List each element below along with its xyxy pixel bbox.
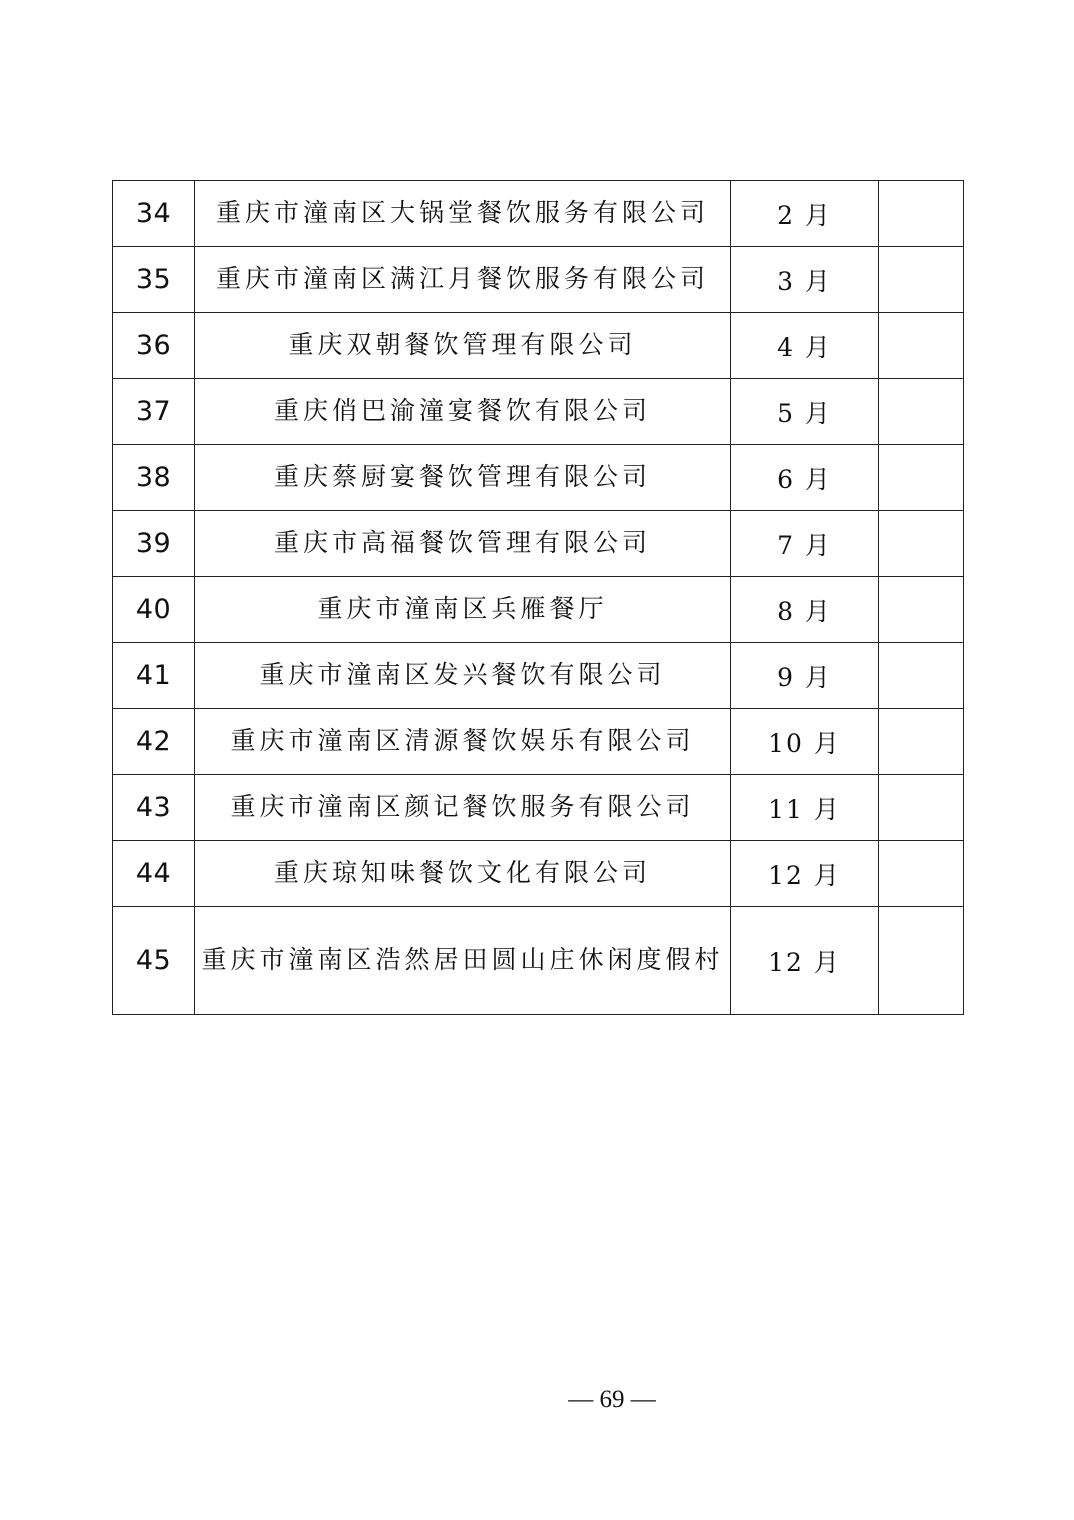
company-name: 重庆市潼南区满江月餐饮服务有限公司 — [195, 247, 731, 313]
month-cell: 5 月 — [731, 379, 879, 445]
month-cell: 2 月 — [731, 181, 879, 247]
company-name: 重庆市潼南区颜记餐饮服务有限公司 — [195, 775, 731, 841]
company-name: 重庆蔡厨宴餐饮管理有限公司 — [195, 445, 731, 511]
note-cell — [879, 841, 964, 907]
month-cell: 10 月 — [731, 709, 879, 775]
company-name: 重庆市潼南区浩然居田圆山庄休闲度假村 — [195, 907, 731, 1015]
row-number: 42 — [113, 709, 195, 775]
row-number: 40 — [113, 577, 195, 643]
month-cell: 7 月 — [731, 511, 879, 577]
note-cell — [879, 511, 964, 577]
table-row — [113, 511, 964, 577]
schedule-table — [112, 180, 964, 1015]
month-cell: 4 月 — [731, 313, 879, 379]
row-number: 34 — [113, 181, 195, 247]
note-cell — [879, 775, 964, 841]
table-row — [113, 445, 964, 511]
note-cell — [879, 907, 964, 1015]
row-number: 38 — [113, 445, 195, 511]
note-cell — [879, 247, 964, 313]
table-row — [113, 181, 964, 247]
month-cell: 12 月 — [731, 907, 879, 1015]
note-cell — [879, 445, 964, 511]
table-row — [113, 709, 964, 775]
month-cell: 11 月 — [731, 775, 879, 841]
row-number: 37 — [113, 379, 195, 445]
month-cell: 8 月 — [731, 577, 879, 643]
company-name: 重庆琼知味餐饮文化有限公司 — [195, 841, 731, 907]
company-name: 重庆市潼南区大锅堂餐饮服务有限公司 — [195, 181, 731, 247]
company-name: 重庆俏巴渝潼宴餐饮有限公司 — [195, 379, 731, 445]
row-number: 41 — [113, 643, 195, 709]
month-cell: 9 月 — [731, 643, 879, 709]
row-number: 44 — [113, 841, 195, 907]
note-cell — [879, 643, 964, 709]
table-row — [113, 247, 964, 313]
page-number: — 69 — — [568, 1386, 656, 1413]
note-cell — [879, 313, 964, 379]
company-name: 重庆市潼南区兵雁餐厅 — [195, 577, 731, 643]
note-cell — [879, 709, 964, 775]
table-row — [113, 841, 964, 907]
row-number: 43 — [113, 775, 195, 841]
note-cell — [879, 577, 964, 643]
row-number: 36 — [113, 313, 195, 379]
month-cell: 3 月 — [731, 247, 879, 313]
note-cell — [879, 379, 964, 445]
row-number: 35 — [113, 247, 195, 313]
month-cell: 6 月 — [731, 445, 879, 511]
table-row — [113, 379, 964, 445]
company-name: 重庆市高福餐饮管理有限公司 — [195, 511, 731, 577]
note-cell — [879, 181, 964, 247]
month-cell: 12 月 — [731, 841, 879, 907]
company-name: 重庆双朝餐饮管理有限公司 — [195, 313, 731, 379]
table-row — [113, 643, 964, 709]
table-row — [113, 577, 964, 643]
row-number: 39 — [113, 511, 195, 577]
table-row — [113, 907, 964, 1015]
company-name: 重庆市潼南区清源餐饮娱乐有限公司 — [195, 709, 731, 775]
table-row — [113, 775, 964, 841]
row-number: 45 — [113, 907, 195, 1015]
company-name: 重庆市潼南区发兴餐饮有限公司 — [195, 643, 731, 709]
table-row — [113, 313, 964, 379]
